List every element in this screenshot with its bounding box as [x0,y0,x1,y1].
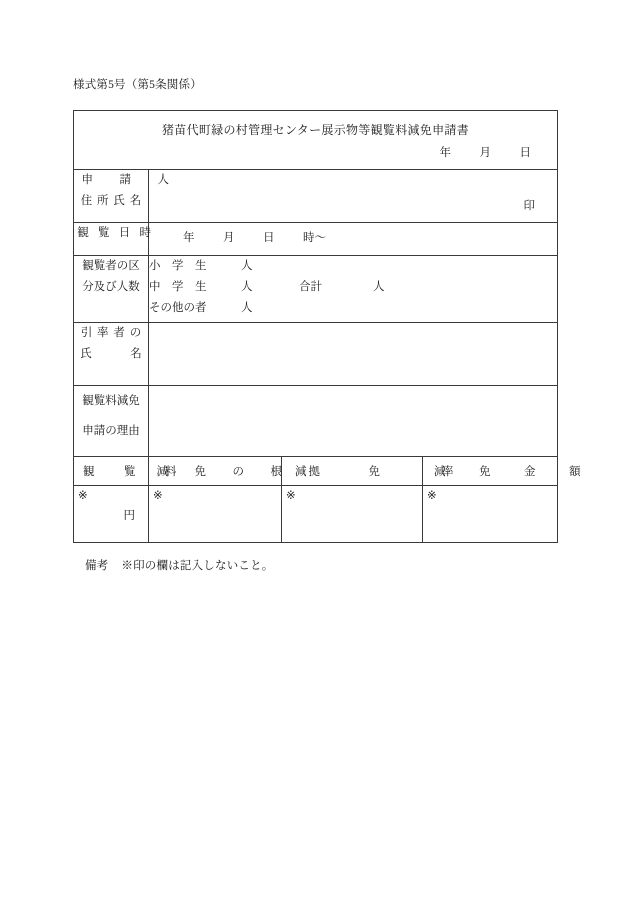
date-day-label: 日 [519,147,531,159]
visitor-unit-elementary: 人 [241,260,253,272]
leader-label [74,323,149,386]
footnote-text: ※印の欄は記入しないこと。 [121,560,274,572]
reason-label-line2: 申請の理由 [82,425,140,437]
kome-icon-basis: ※ [153,490,163,502]
fee-header-basis-text: 減 免 の 根 拠 [156,466,328,478]
visitor-unit-junior-high: 人 [241,281,253,293]
viewing-datetime-input-area[interactable] [149,223,558,256]
title-row [74,111,558,170]
fee-header-row [74,457,558,486]
footnote [85,557,274,573]
visitor-row-junior-high [149,277,557,298]
date-month-label: 月 [479,147,491,159]
fee-header-reduction-amount [423,457,592,486]
visitors-label-line1: 観覧者の区 [82,260,140,272]
visitor-unit-other: 人 [241,302,253,314]
yen-unit-label: 円 [123,510,135,522]
fee-cell-reduction-amount[interactable] [423,486,558,543]
kome-icon-rate: ※ [286,490,296,502]
applicant-input-area[interactable] [149,170,558,223]
document-title: 猪苗代町緑の村管理センター展示物等観覧料減免申請書 [161,123,470,137]
kome-icon-reduction-amount: ※ [427,490,437,502]
fee-header-rate [282,457,467,486]
applicant-row [74,170,558,223]
seal-icon: 印 [523,200,535,212]
visitors-label-line2: 分及び人数 [82,281,140,293]
reason-label-line1: 観覧料減免 [82,395,140,407]
leader-input-area[interactable] [149,323,558,386]
leader-row [74,323,558,386]
visitor-category-other: その他の者 [149,302,207,314]
form-number: 様式第5号（第5条関係） [73,79,202,91]
visitors-row [74,256,558,323]
applicant-label-line1: 申 請 人 [81,174,177,186]
title-cell [74,111,558,170]
fee-header-amount [74,457,186,486]
visitor-total-label: 合計 [299,281,322,293]
viewing-datetime-label-text: 観 覧 日 時 [77,227,155,239]
visitor-total-unit: 人 [373,281,385,293]
viewing-datetime-line [149,223,557,253]
visitors-input-area[interactable] [149,256,558,323]
viewing-day-label: 日 [263,232,275,244]
fee-cell-basis[interactable] [149,486,282,543]
fee-header-rate-text: 減 免 率 [295,466,467,478]
fee-cell-amount[interactable] [74,486,149,543]
submission-date-line [440,144,532,160]
leader-label-line2: 氏 名 [80,348,143,360]
visitors-label [74,256,149,323]
fee-header-reduction-amount-text: 減 免 金 額 [434,466,592,478]
reason-row [74,386,558,457]
visitor-row-elementary [149,256,557,277]
kome-icon-amount: ※ [78,490,88,502]
viewing-time-label: 時〜 [303,232,326,244]
visitor-category-elementary: 小 学 生 [149,260,207,272]
reason-label [74,386,149,457]
date-year-label: 年 [439,147,451,159]
applicant-label [74,170,177,223]
fee-value-row [74,486,558,543]
reason-input-area[interactable] [149,386,558,457]
visitor-row-other [149,298,557,319]
fee-header-amount-text: 観 覧 料 [83,466,186,478]
viewing-month-label: 月 [223,232,235,244]
footnote-label: 備考 [85,560,109,572]
visitor-category-junior-high: 中 学 生 [149,281,207,293]
leader-label-line1: 引 率 者 の [80,327,143,339]
applicant-label-line2: 住 所 氏 名 [80,195,143,207]
viewing-datetime-label [74,223,155,256]
viewing-year-label: 年 [183,232,195,244]
application-form-table [73,110,592,543]
fee-header-basis [149,457,328,486]
viewing-datetime-row [74,223,558,256]
fee-cell-rate[interactable] [282,486,423,543]
